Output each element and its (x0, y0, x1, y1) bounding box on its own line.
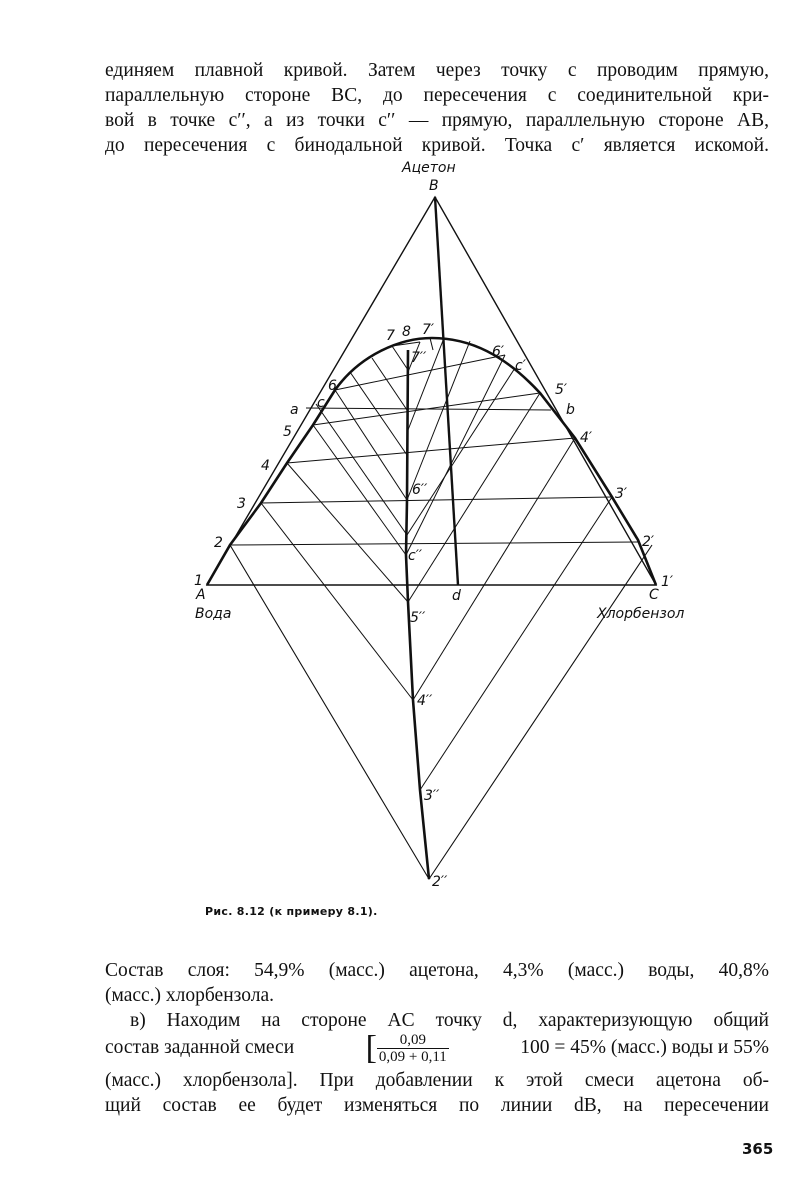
label-6-prime: 6′ (492, 344, 505, 360)
text-line: в) Находим на стороне AC точку d, характеризующую общий (130, 1010, 769, 1031)
label-5-prime: 5′ (555, 382, 568, 398)
label-3-prime: 3′ (615, 486, 628, 502)
label-left-letter: A (196, 587, 206, 603)
formula: [ $\frac{0,09}{0,09 + 0,11}$ (365, 1029, 447, 1066)
label-8: 8 (402, 324, 411, 340)
construction-lines-right (406, 338, 612, 790)
line-dB (435, 197, 458, 585)
construction-lines-left (261, 346, 413, 700)
label-c: c (317, 395, 325, 411)
label-1-prime: 1′ (661, 574, 674, 590)
tie-lines (230, 342, 638, 545)
label-4-prime: 4′ (580, 430, 593, 446)
label-5: 5 (283, 424, 292, 440)
ternary-diagram (0, 155, 799, 900)
rhombus-left-side (230, 545, 652, 879)
fraction-denominator: 0,09 + 0,11 (378, 1048, 447, 1065)
figure-caption: Рис. 8.12 (к примеру 8.1). (205, 905, 378, 918)
text-line: единяем плавной кривой. Затем через точку c проводим прямую, (105, 60, 769, 81)
label-5-double-prime: 5′′ (410, 610, 426, 626)
formula-suffix: 100 = 45% (масс.) воды и 55% (520, 1037, 769, 1059)
label-6-double-prime: 6′′ (412, 482, 428, 498)
label-2-double-prime: 2′′ (432, 874, 448, 890)
text-line: (масс.) хлорбензола. (105, 985, 274, 1006)
label-3: 3 (237, 496, 246, 512)
text-line: щий состав ее будет изменяться по линии dB, на пересечении (105, 1095, 769, 1116)
label-right-name: Хлорбензол (597, 606, 685, 622)
label-3-double-prime: 3′′ (424, 788, 440, 804)
label-2-prime: 2′ (642, 534, 655, 550)
text-line-formula (105, 1030, 769, 1066)
label-7: 7 (386, 328, 395, 344)
text-line: (масс.) хлорбензола]. При добавлении к этой смеси ацетона об- (105, 1070, 769, 1091)
label-7-double-prime: 7′′ (411, 350, 427, 366)
label-4-double-prime: 4′′ (417, 693, 433, 709)
triangle-outline (207, 197, 656, 585)
text-line: Состав слоя: 54,9% (масс.) ацетона, 4,3% (масс.) воды, 40,8% (105, 960, 769, 981)
label-6: 6 (328, 378, 337, 394)
page-number: 365 (742, 1140, 774, 1158)
fraction-numerator: 0,09 (377, 1032, 449, 1049)
label-1: 1 (194, 573, 203, 589)
label-7-prime: 7′ (422, 322, 435, 338)
binodal-curve (207, 338, 656, 585)
label-d: d (452, 588, 461, 604)
text-line: параллельную стороне BC, до пересечения с соединительной кри- (105, 85, 769, 106)
label-right-letter: C (649, 587, 659, 603)
label-2: 2 (214, 535, 223, 551)
label-c-prime: c′ (515, 358, 526, 374)
label-left-name: Вода (195, 606, 232, 622)
formula-prefix: состав заданной смеси (105, 1037, 295, 1059)
text-line: до пересечения с бинодальной кривой. Точка c′ является искомой. (105, 135, 769, 156)
text-line: вой в точке c′′, а из точки c′′ — прямую, параллельную стороне AB, (105, 110, 769, 131)
label-top-letter: B (429, 178, 439, 194)
label-a: a (290, 402, 299, 418)
label-4: 4 (261, 458, 270, 474)
label-top-name: Ацетон (402, 160, 456, 176)
label-b: b (566, 402, 575, 418)
label-c-double-prime: c′′ (408, 548, 423, 564)
fraction (377, 1032, 449, 1065)
